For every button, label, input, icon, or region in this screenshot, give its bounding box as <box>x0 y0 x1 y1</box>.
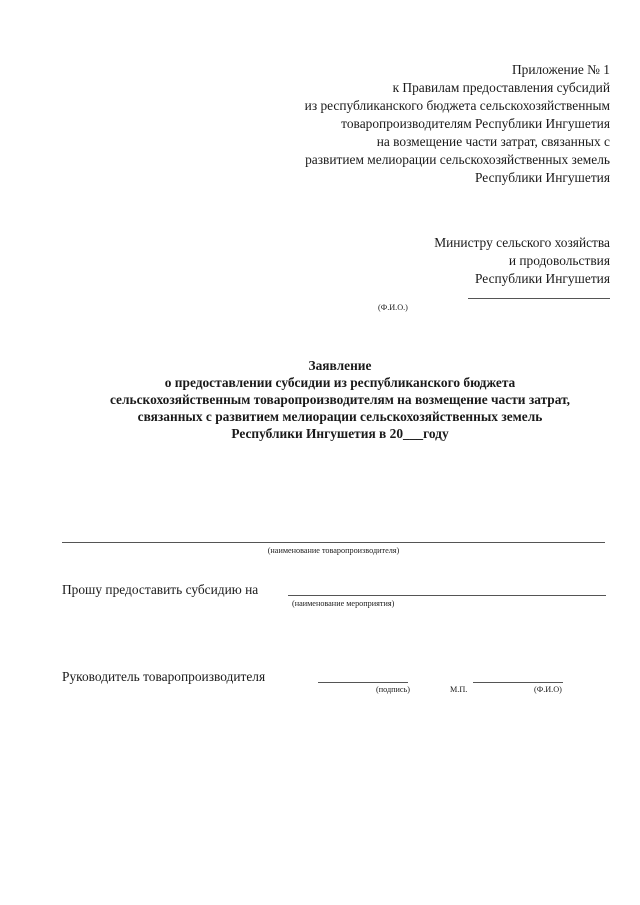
addressee-fio-caption: (Ф.И.О.) <box>378 303 408 312</box>
addressee-block <box>434 234 610 288</box>
signature-field[interactable] <box>318 682 408 683</box>
appendix-header <box>305 61 610 187</box>
head-fio-caption: (Ф.И.О) <box>534 685 562 694</box>
appendix-line: товаропроизводителям Республики Ингушетия <box>341 116 610 131</box>
appendix-line: из республиканского бюджета сельскохозяйственным <box>304 98 610 113</box>
title-line: Заявление <box>308 358 372 373</box>
document-title <box>20 357 640 442</box>
appendix-line: к Правилам предоставления субсидий <box>392 80 610 95</box>
appendix-line: развитием мелиорации сельскохозяйственных земель <box>305 152 610 167</box>
request-label: Прошу предоставить субсидию на <box>62 582 259 597</box>
addressee-line: Республики Ингушетия <box>475 271 610 286</box>
stamp-caption: М.П. <box>450 685 468 694</box>
appendix-line: Республики Ингушетия <box>475 170 610 185</box>
title-line: связанных с развитием мелиорации сельскохозяйственных земель <box>137 409 543 424</box>
producer-name-field[interactable] <box>62 542 605 543</box>
appendix-line: на возмещение части затрат, связанных с <box>376 134 610 149</box>
title-line: сельскохозяйственным товаропроизводителям на возмещение части затрат, <box>109 392 571 407</box>
title-line: о предоставлении субсидии из республиканского бюджета <box>164 375 516 390</box>
addressee-line: и продовольствия <box>508 253 610 268</box>
addressee-line: Министру сельского хозяйства <box>434 235 610 250</box>
head-signature-label: Руководитель товаропроизводителя <box>62 669 266 684</box>
head-fio-field[interactable] <box>473 682 563 683</box>
request-purpose-field[interactable] <box>288 595 606 596</box>
producer-name-caption: (наименование товаропроизводителя) <box>267 546 400 555</box>
addressee-fio-field[interactable] <box>468 298 610 299</box>
appendix-line: Приложение № 1 <box>511 62 610 77</box>
request-purpose-caption: (наименование мероприятия) <box>292 599 395 608</box>
signature-caption: (подпись) <box>376 685 410 694</box>
title-line: Республики Ингушетия в 20___году <box>231 426 449 441</box>
